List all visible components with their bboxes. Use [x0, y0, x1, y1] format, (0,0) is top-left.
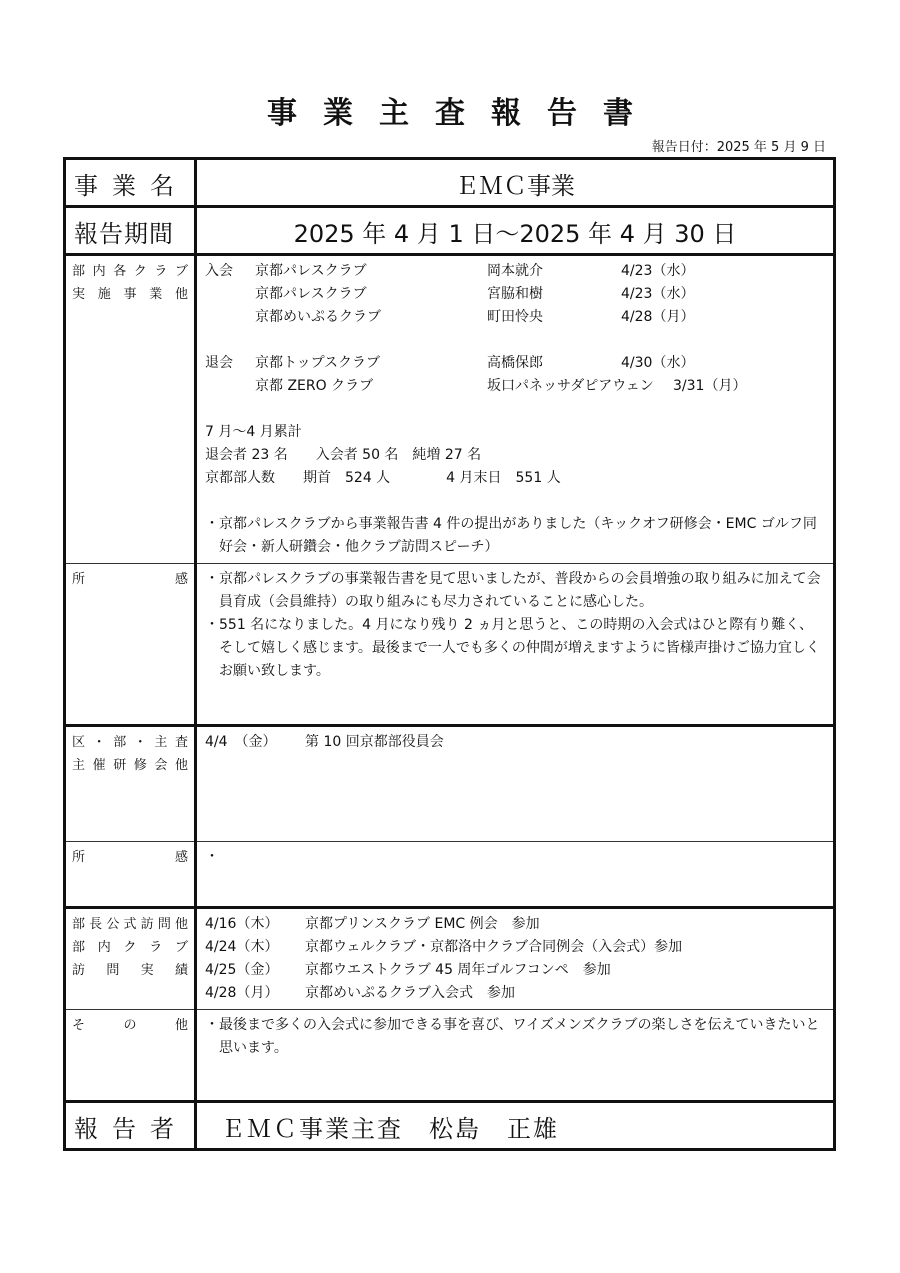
project-label: 事業名	[74, 172, 188, 200]
row-visits	[65, 908, 835, 1010]
row-impression-2	[65, 842, 835, 908]
project-value: ＥＭＣ事業	[455, 172, 575, 200]
row-period	[65, 207, 835, 255]
summary-line: 退会者 23 名 入会者 50 名 純増 27 名	[205, 447, 482, 463]
training-label: 区・部・主査 主催研修会他	[72, 735, 188, 773]
period-value: 2025 年 4 月 1 日～2025 年 4 月 30 日	[293, 220, 737, 248]
row-reporter	[65, 1102, 835, 1150]
reporter-value: ＥＭＣ事業主査 松島 正雄	[221, 1115, 559, 1143]
impression-2-label: 所 感	[72, 850, 188, 865]
leave-label: 退会	[205, 355, 233, 371]
other-label: そ の 他	[72, 1018, 188, 1033]
row-impression-1	[65, 564, 835, 726]
row-training	[65, 726, 835, 842]
report-table	[63, 157, 836, 1151]
summary-line: 京都部人数 期首 524 人 4 月末日 551 人	[205, 470, 561, 486]
report-date: 報告日付：2025 年 5 月 9 日	[651, 140, 826, 155]
impression-2-content: ・	[205, 849, 219, 865]
row-club-activities	[65, 255, 835, 564]
training-content: 4/4 （金） 第 10 回京都部役員会	[205, 734, 444, 750]
row-other	[65, 1010, 835, 1102]
row-project	[65, 159, 835, 207]
visits-label: 部長公式訪問他 部内クラブ 訪問実績	[72, 917, 188, 978]
club-activities-content	[197, 256, 833, 563]
club-activities-label: 部内各クラブ 実施事業他	[72, 264, 188, 302]
club-report-note: ・京都パレスクラブから事業報告書 4 件の提出がありました（キックオフ研修会・EMC ゴルフ同好会・新人研鑽会・他クラブ訪問スピーチ）	[205, 516, 817, 555]
visits-content: 4/16（木） 京都プリンスクラブ EMC 例会 参加 4/24（木） 京都ウェルクラブ・京都洛中クラブ合同例会（入会式）参加 4/25（金） 京都ウエストクラブ 45 周年ゴルフコンペ 参加 4/28（月） 京都めいぷるクラブ入会式 参加	[205, 916, 683, 1001]
reporter-label: 報告者	[74, 1115, 188, 1143]
join-label: 入会	[205, 263, 233, 279]
document-title: 事業主査報告書	[267, 96, 659, 131]
leaves-list: 退会 京都トップスクラブ 高橋保郎 4/30（水） 京都 ZERO クラブ 坂口パネッサダピアウェン 3/31（月）	[205, 352, 825, 398]
summary-line: 7 月～4 月累計	[205, 424, 302, 440]
joins-list: 入会 京都パレスクラブ 岡本就介 4/23（水） 京都パレスクラブ 宮脇和樹 4/23（水） 京都めいぷるクラブ 町田怜央 4/28（月）	[205, 260, 825, 329]
other-content: ・最後まで多くの入会式に参加できる事を喜び、ワイズメンズクラブの楽しさを伝えていきたいと思います。	[205, 1017, 820, 1056]
impression-1-content: ・京都パレスクラブの事業報告書を見て思いましたが、普段からの会員増強の取り組みに加えて会員育成（会員維持）の取り組みにも尽力されていることに感心した。 ・551 名になりました。4 月になり残り 2 ヵ月と思うと、この時期の入会式はひと際有り難く、そして嬉しく感じます。最後まで一人でも多くの仲間が増えますように皆様声掛けご協力宜しくお願い致します。	[205, 571, 821, 679]
impression-1-label: 所 感	[72, 572, 188, 587]
period-label: 報告期間	[74, 220, 174, 248]
